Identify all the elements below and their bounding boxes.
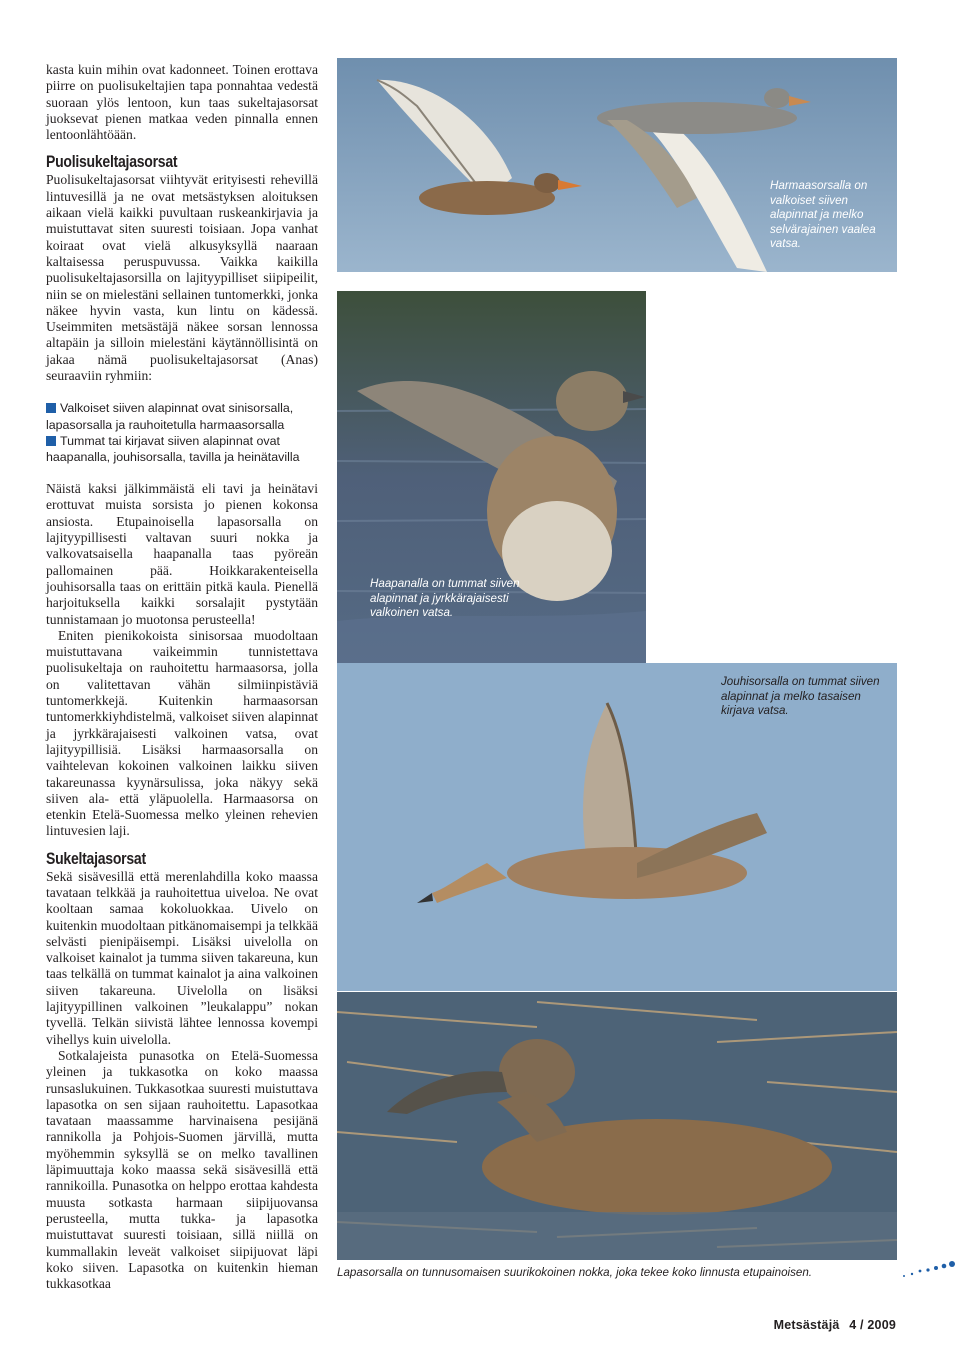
section-heading-diving-ducks: Sukeltajasorsat (46, 849, 146, 868)
issue-number: 4 / 2009 (849, 1318, 896, 1332)
intro-paragraph: kasta kuin mihin ovat kadonneet. Toinen erottava piirre on puolisukeltajien tapa ponnahtaa vedestä suoraan ylös lentoon, kun taas sukeltajasorsat juoksevat pienen matkaa veden pinnalla ennen lentoonlähtöään. (46, 62, 318, 143)
paragraph-identification: Näistä kaksi jälkimmäistä eli tavi ja heinätavi erottuvat muista sorsista jo pienen kokonsa ansiosta. Etupainoisella lapasorsalla on lajityypillisesti valtavan suuri nokka ja valkovatsaisella haapanalla taas pyöreän pallomainen pää. Hoikkarakenteisella jouhisorsalla taas on erittäin pitkä kaula. Pienellä harjoituksella kaikki sorsalajit pystytään tunnistamaan jo muotonsa perusteella! (46, 481, 318, 627)
caption-pintail: Jouhisorsalla on tummat siiven alapinnat ja melko tasaisen kirjava vatsa. (721, 675, 880, 718)
bullet-text: Valkoiset siiven alapinnat ovat sinisorsalla, lapasorsalla ja rauhoitetulla harmaasorsalla (46, 401, 294, 432)
bullet-item (46, 433, 318, 465)
bullet-text: Tummat tai kirjavat siiven alapinnat ovat haapanalla, jouhisorsalla, tavilla ja heinätavilla (46, 433, 300, 464)
paragraph-goldeneye-smew: Sekä sisävesillä että merenlahdilla koko maassa tavataan telkkää ja rauhoitettua uiveloa. Ne ovat kooltaan samaa kokoluokkaa. Uivelo on kuitenkin muodoltaan pitkänomaisempi ja telkkää selvästi pienipäisempi. Lisäksi uivelolla on valkoiset kainalot ja tumma siiven takareuna, kun taas telkällä on tummat kainalot ja aina valkoinen siiven takareuna. Uivelolla on lisäksi lajityypillinen valkoinen ”leukalappu” nokan tyvellä. Telkän siivistä lähtee lennossa kovempi vihellys kuin uivelolla. (46, 868, 318, 1047)
shoveler-illustration (337, 992, 897, 1260)
section-heading-dabbling-ducks: Puolisukeltajasorsat (46, 153, 178, 172)
blue-square-icon (46, 436, 56, 446)
paragraph-dabbling-ducks: Puolisukeltajasorsat viihtyvät erityisesti rehevillä lintuvesillä ja ne ovat metsästyksen aloituksen aikaan vielä kaikki puvultaan ruskeankirjavia ja muistuttavat siten suuresti toisiaan. Jopa vanhat koiraat ovat vielä alkusyksyllä naaraan kaltaisessa peruspuvussa. Vaikka kaikilla puolisukeltajasorsilla on lajityypilliset siipipeilit, niin se on mielestäni sellainen tuntomerkki, jonka näkee hyvin vasta, kun lintu on kädessä. Useimmiten metsästäjä näkee sorsan lennossa altapäin ja silloin mielestäni käytännöllisintä on jakaa nämä puolisukeltajasorsat (Anas) seuraaviin ryhmiin: (46, 172, 318, 384)
page-footer (774, 1318, 896, 1332)
caption-wigeon: Haapanalla on tummat siiven alapinnat ja jyrkkärajaisesti valkoinen vatsa. (370, 577, 520, 620)
photo-shoveler-reeds (337, 992, 897, 1260)
blue-square-icon (46, 403, 56, 413)
decorative-dots-icon (900, 1258, 956, 1282)
bullet-list (46, 400, 318, 465)
paragraph-pochards: Sotkalajeista punasotka on Etelä-Suomessa yleinen ja tukkasotka on koko maassa runsaslukuinen. Tukkasotkaa suuresti muistuttava lapasotka on sen sijaan rauhoitettu. Lapasotkaa tavataan maassamme harvinaisena pesijänä rannikolla ja Pohjois-Suomen järvillä, mutta myöhemmin syksyllä se on melko tavallinen läpimuuttaja koko maassa sekä sisävesillä että rannikoilla. Punasotka on helppo erottaa kahdesta muusta sotkasta harmaan siipijuovansa perusteella, mutta tukka- ja lapasotka muistuttavat suuresti toisiaan, sillä niillä on kummallakin leveät valkoiset siipijuovat läpi koko siiven. Lapasotka on kuitenkin hieman tukkasotkaa (46, 1047, 318, 1292)
article-column (46, 62, 318, 1292)
bullet-item (46, 400, 318, 432)
caption-shoveler: Lapasorsalla on tunnusomaisen suurikokoinen nokka, joka tekee koko linnusta etupainoisen. (337, 1266, 813, 1279)
caption-gadwall: Harmaasorsalla on valkoiset siiven alapinnat ja melko selvärajainen vaalea vatsa. (770, 179, 876, 251)
paragraph-gadwall: Eniten pienikokoista sinisorsaa muodoltaan muistuttavana vaikeimmin tunnistettava puolisukeltaja on rauhoitettu harmaasorsa, jolla on valitettavan vähän silmiinpistäviä tuntomerkkejä. Kuitenkin harmaasorsan tuntomerkkiyhdistelmä, valkoiset siiven alapinnat ja jyrkkärajaisesti valkoinen vatsa, ovat lajityypillisiä. Lisäksi harmaasorsalla on vaihtelevan kokoinen valkoinen laikku siiven takareunassa kyynärsulissa, joka näkyy sekä siiven ala- että yläpuolella. Harmaasorsa on etenkin Etelä-Suomessa melko yleinen rehevien lintuvesien laji. (46, 627, 318, 839)
magazine-name: Metsästäjä (773, 1318, 840, 1332)
